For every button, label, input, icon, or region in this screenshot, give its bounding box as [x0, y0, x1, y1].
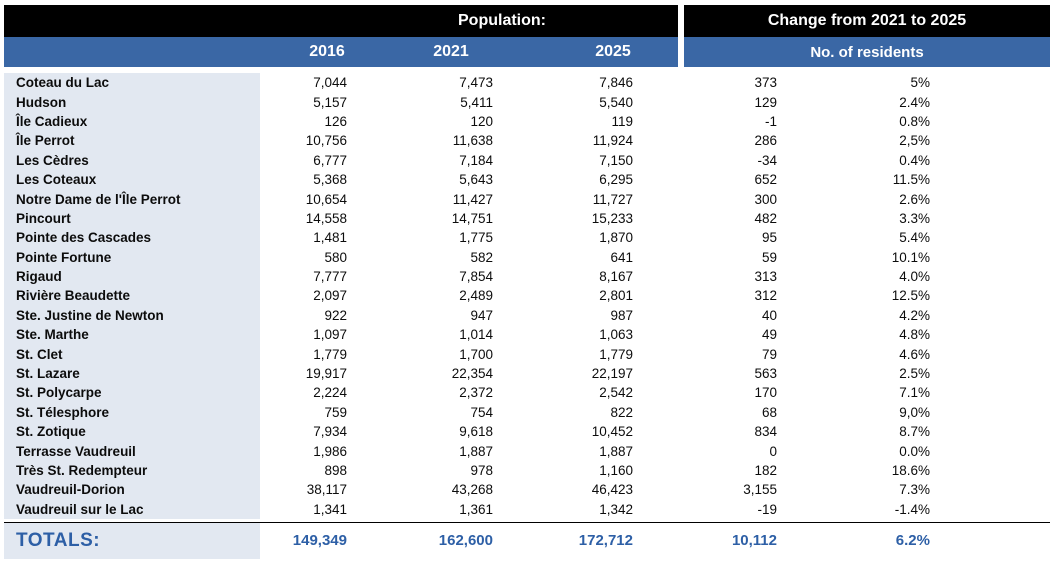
change-residents: 59	[761, 249, 777, 265]
table-row	[4, 112, 1050, 131]
change-residents: 68	[761, 404, 777, 420]
totals-change-percent: 6.2%	[895, 532, 930, 550]
municipality-name: Ste. Marthe	[4, 325, 260, 344]
change-residents: 40	[761, 307, 777, 323]
year-columns-header	[4, 37, 678, 67]
pop-2025: 641	[610, 249, 633, 265]
table-row	[4, 480, 1050, 499]
pop-2025: 5,540	[599, 94, 633, 110]
pop-2025: 119	[611, 113, 633, 129]
change-residents: 95	[761, 230, 777, 246]
change-percent: 4.8%	[899, 327, 930, 343]
municipality-name: Rigaud	[4, 267, 260, 286]
totals-change-residents: 10,112	[731, 532, 777, 550]
header-population-section	[4, 5, 678, 37]
pop-2025: 1,779	[599, 346, 633, 362]
pop-2016: 10,756	[305, 133, 347, 149]
change-residents: 129	[754, 94, 777, 110]
change-percent: 4.0%	[899, 269, 930, 285]
pop-2021: 43,268	[451, 482, 493, 498]
population-table	[4, 5, 1050, 559]
table-row	[4, 189, 1050, 208]
pop-2021: 7,184	[459, 152, 493, 168]
pop-2025: 15,233	[591, 210, 633, 226]
pop-2016: 1,779	[313, 346, 347, 362]
municipality-name: St. Zotique	[4, 422, 260, 441]
change-percent: 2.4%	[899, 94, 930, 110]
table-row	[4, 228, 1050, 247]
pop-2021: 947	[470, 307, 493, 323]
pop-2025: 10,452	[591, 424, 633, 440]
municipality-name: Ste. Justine de Newton	[4, 306, 260, 325]
pop-2016: 7,777	[313, 269, 347, 285]
table-row	[4, 500, 1050, 519]
table-row	[4, 248, 1050, 267]
change-residents: 300	[754, 191, 777, 207]
change-residents: -19	[757, 501, 777, 517]
pop-2021: 754	[470, 404, 493, 420]
table-row	[4, 461, 1050, 480]
table-row	[4, 325, 1050, 344]
pop-2025: 1,342	[599, 501, 633, 517]
municipality-name: Rivière Beaudette	[4, 286, 260, 305]
pop-2021: 22,354	[451, 366, 493, 382]
change-percent: 10.1%	[891, 249, 930, 265]
pop-2021: 2,489	[459, 288, 493, 304]
pop-2025: 822	[610, 404, 633, 420]
municipality-name: Pointe Fortune	[4, 248, 260, 267]
totals-label: TOTALS:	[4, 523, 260, 559]
pop-2016: 126	[324, 113, 347, 129]
change-percent: 7.1%	[899, 385, 930, 401]
table-row	[4, 344, 1050, 363]
pop-2021: 11,427	[452, 191, 493, 207]
pop-2025: 6,295	[599, 172, 633, 188]
change-percent: 2.6%	[899, 191, 930, 207]
change-residents: 313	[754, 269, 777, 285]
pop-2021: 7,473	[459, 75, 493, 91]
change-percent: 5.4%	[899, 230, 930, 246]
pop-2025: 8,167	[599, 269, 633, 285]
pop-2016: 580	[324, 249, 347, 265]
municipality-name: Les Cèdres	[4, 151, 260, 170]
pop-2025: 2,542	[599, 385, 633, 401]
change-residents: 49	[761, 327, 777, 343]
pop-2025: 7,150	[599, 152, 633, 168]
table-body	[4, 73, 1050, 519]
pop-2016: 759	[324, 404, 347, 420]
pop-2016: 19,917	[305, 366, 347, 382]
table-row	[4, 286, 1050, 305]
municipality-name: St. Polycarpe	[4, 383, 260, 402]
change-percent: 4.6%	[899, 346, 930, 362]
pop-2021: 1,014	[459, 327, 493, 343]
table-row	[4, 383, 1050, 402]
population-header-label: Population:	[458, 12, 546, 29]
municipality-name: Pincourt	[4, 209, 260, 228]
pop-2016: 38,117	[306, 482, 347, 498]
pop-2021: 7,854	[459, 269, 493, 285]
change-header-label: Change from 2021 to 2025	[767, 12, 967, 29]
municipality-name: Pointe des Cascades	[4, 228, 260, 247]
pop-2016: 5,157	[313, 94, 347, 110]
table-row	[4, 92, 1050, 111]
pop-2025: 1,063	[599, 327, 633, 343]
change-residents: 79	[761, 346, 777, 362]
pop-2021: 1,775	[459, 230, 493, 246]
change-residents: -34	[757, 152, 777, 168]
table-row	[4, 209, 1050, 228]
pop-2021: 1,361	[459, 501, 493, 517]
municipality-name: Vaudreuil-Dorion	[4, 480, 260, 499]
table-row	[4, 306, 1050, 325]
pop-2025: 1,887	[599, 443, 633, 459]
municipality-name: Hudson	[4, 92, 260, 111]
change-residents: 0	[769, 443, 777, 459]
pop-2016: 2,097	[313, 288, 347, 304]
pop-2016: 1,341	[313, 501, 347, 517]
table-row	[4, 441, 1050, 460]
table-row	[4, 267, 1050, 286]
column-header-2021: 2021	[433, 43, 469, 60]
pop-2016: 7,044	[313, 75, 347, 91]
pop-2021: 9,618	[459, 424, 493, 440]
municipality-name: St. Lazare	[4, 364, 260, 383]
municipality-name: Vaudreuil sur le Lac	[4, 500, 260, 519]
pop-2016: 2,224	[313, 385, 347, 401]
pop-2021: 5,643	[459, 172, 493, 188]
pop-2025: 2,801	[599, 288, 633, 304]
change-residents: 182	[754, 463, 777, 478]
change-percent: 0.4%	[899, 152, 930, 168]
pop-2021: 2,372	[459, 385, 493, 401]
pop-2025: 1,870	[599, 230, 633, 246]
pop-2021: 11,638	[452, 133, 493, 149]
table-row	[4, 73, 1050, 92]
change-residents: 834	[754, 424, 777, 440]
municipality-name: Les Coteaux	[4, 170, 260, 189]
pop-2021: 1,700	[459, 346, 493, 362]
municipality-name: Terrasse Vaudreuil	[4, 441, 260, 460]
header-black-band	[4, 5, 1050, 37]
pop-2025: 11,924	[592, 133, 633, 149]
totals-pop-2016: 149,349	[292, 532, 347, 550]
table-row	[4, 170, 1050, 189]
pop-2021: 5,411	[460, 94, 493, 110]
change-percent: 8.7%	[899, 424, 930, 440]
change-percent: 0.8%	[899, 113, 930, 129]
change-percent: 2.5%	[899, 366, 930, 382]
change-percent: 12.5%	[891, 288, 930, 304]
change-percent: 3.3%	[899, 210, 930, 226]
pop-2021: 14,751	[451, 210, 493, 226]
change-residents: 652	[754, 172, 777, 188]
change-residents: -1	[764, 113, 777, 129]
change-percent: 9,0%	[899, 404, 930, 420]
totals-row	[4, 523, 1050, 559]
pop-2016: 898	[324, 463, 347, 478]
change-residents: 170	[754, 385, 777, 401]
municipality-name: Île Cadieux	[4, 112, 260, 131]
change-percent: 18.6%	[891, 463, 930, 478]
pop-2016: 1,481	[313, 230, 347, 246]
column-header-2016: 2016	[309, 43, 345, 60]
pop-2016: 5,368	[313, 172, 347, 188]
change-percent: 4.2%	[899, 307, 930, 323]
change-percent: 0.0%	[899, 443, 930, 459]
change-percent: -1.4%	[894, 501, 930, 517]
table-row	[4, 151, 1050, 170]
change-residents: 482	[754, 210, 777, 226]
pop-2025: 11,727	[592, 191, 633, 207]
municipality-name: Coteau du Lac	[4, 73, 260, 92]
totals-pop-2021: 162,600	[438, 532, 493, 550]
change-percent: 11.5%	[892, 172, 930, 188]
header-change-section	[684, 5, 1050, 37]
municipality-name: St. Clet	[4, 344, 260, 363]
change-residents: 373	[754, 75, 777, 91]
change-residents: 563	[754, 366, 777, 382]
pop-2016: 922	[324, 307, 347, 323]
table-row	[4, 422, 1050, 441]
pop-2021: 120	[470, 113, 493, 129]
pop-2016: 1,986	[313, 443, 347, 459]
pop-2025: 987	[610, 307, 633, 323]
column-header-2025: 2025	[595, 43, 631, 60]
pop-2016: 1,097	[313, 327, 347, 343]
change-percent: 5%	[910, 75, 930, 91]
pop-2021: 978	[470, 463, 493, 478]
pop-2016: 14,558	[305, 210, 347, 226]
municipality-name: Notre Dame de l'Île Perrot	[4, 189, 260, 208]
pop-2025: 22,197	[591, 366, 633, 382]
pop-2016: 7,934	[313, 424, 347, 440]
municipality-name: Île Perrot	[4, 131, 260, 150]
totals-pop-2025: 172,712	[578, 532, 633, 550]
municipality-name: St. Télesphore	[4, 403, 260, 422]
change-percent: 2,5%	[899, 133, 930, 149]
pop-2016: 10,654	[305, 191, 347, 207]
pop-2025: 1,160	[599, 463, 633, 478]
table-row	[4, 403, 1050, 422]
header-blue-band	[4, 37, 1050, 67]
pop-2016: 6,777	[313, 152, 347, 168]
table-row	[4, 364, 1050, 383]
change-residents: 3,155	[743, 482, 777, 498]
pop-2021: 1,887	[459, 443, 493, 459]
change-residents: 312	[754, 288, 777, 304]
municipality-name: Très St. Redempteur	[4, 461, 260, 480]
change-percent: 7.3%	[899, 482, 930, 498]
pop-2025: 7,846	[599, 75, 633, 91]
pop-2025: 46,423	[591, 482, 633, 498]
pop-2021: 582	[470, 249, 493, 265]
residents-columns-header	[684, 37, 1050, 67]
change-residents: 286	[754, 133, 777, 149]
table-row	[4, 131, 1050, 150]
column-header-residents: No. of residents	[810, 43, 924, 61]
